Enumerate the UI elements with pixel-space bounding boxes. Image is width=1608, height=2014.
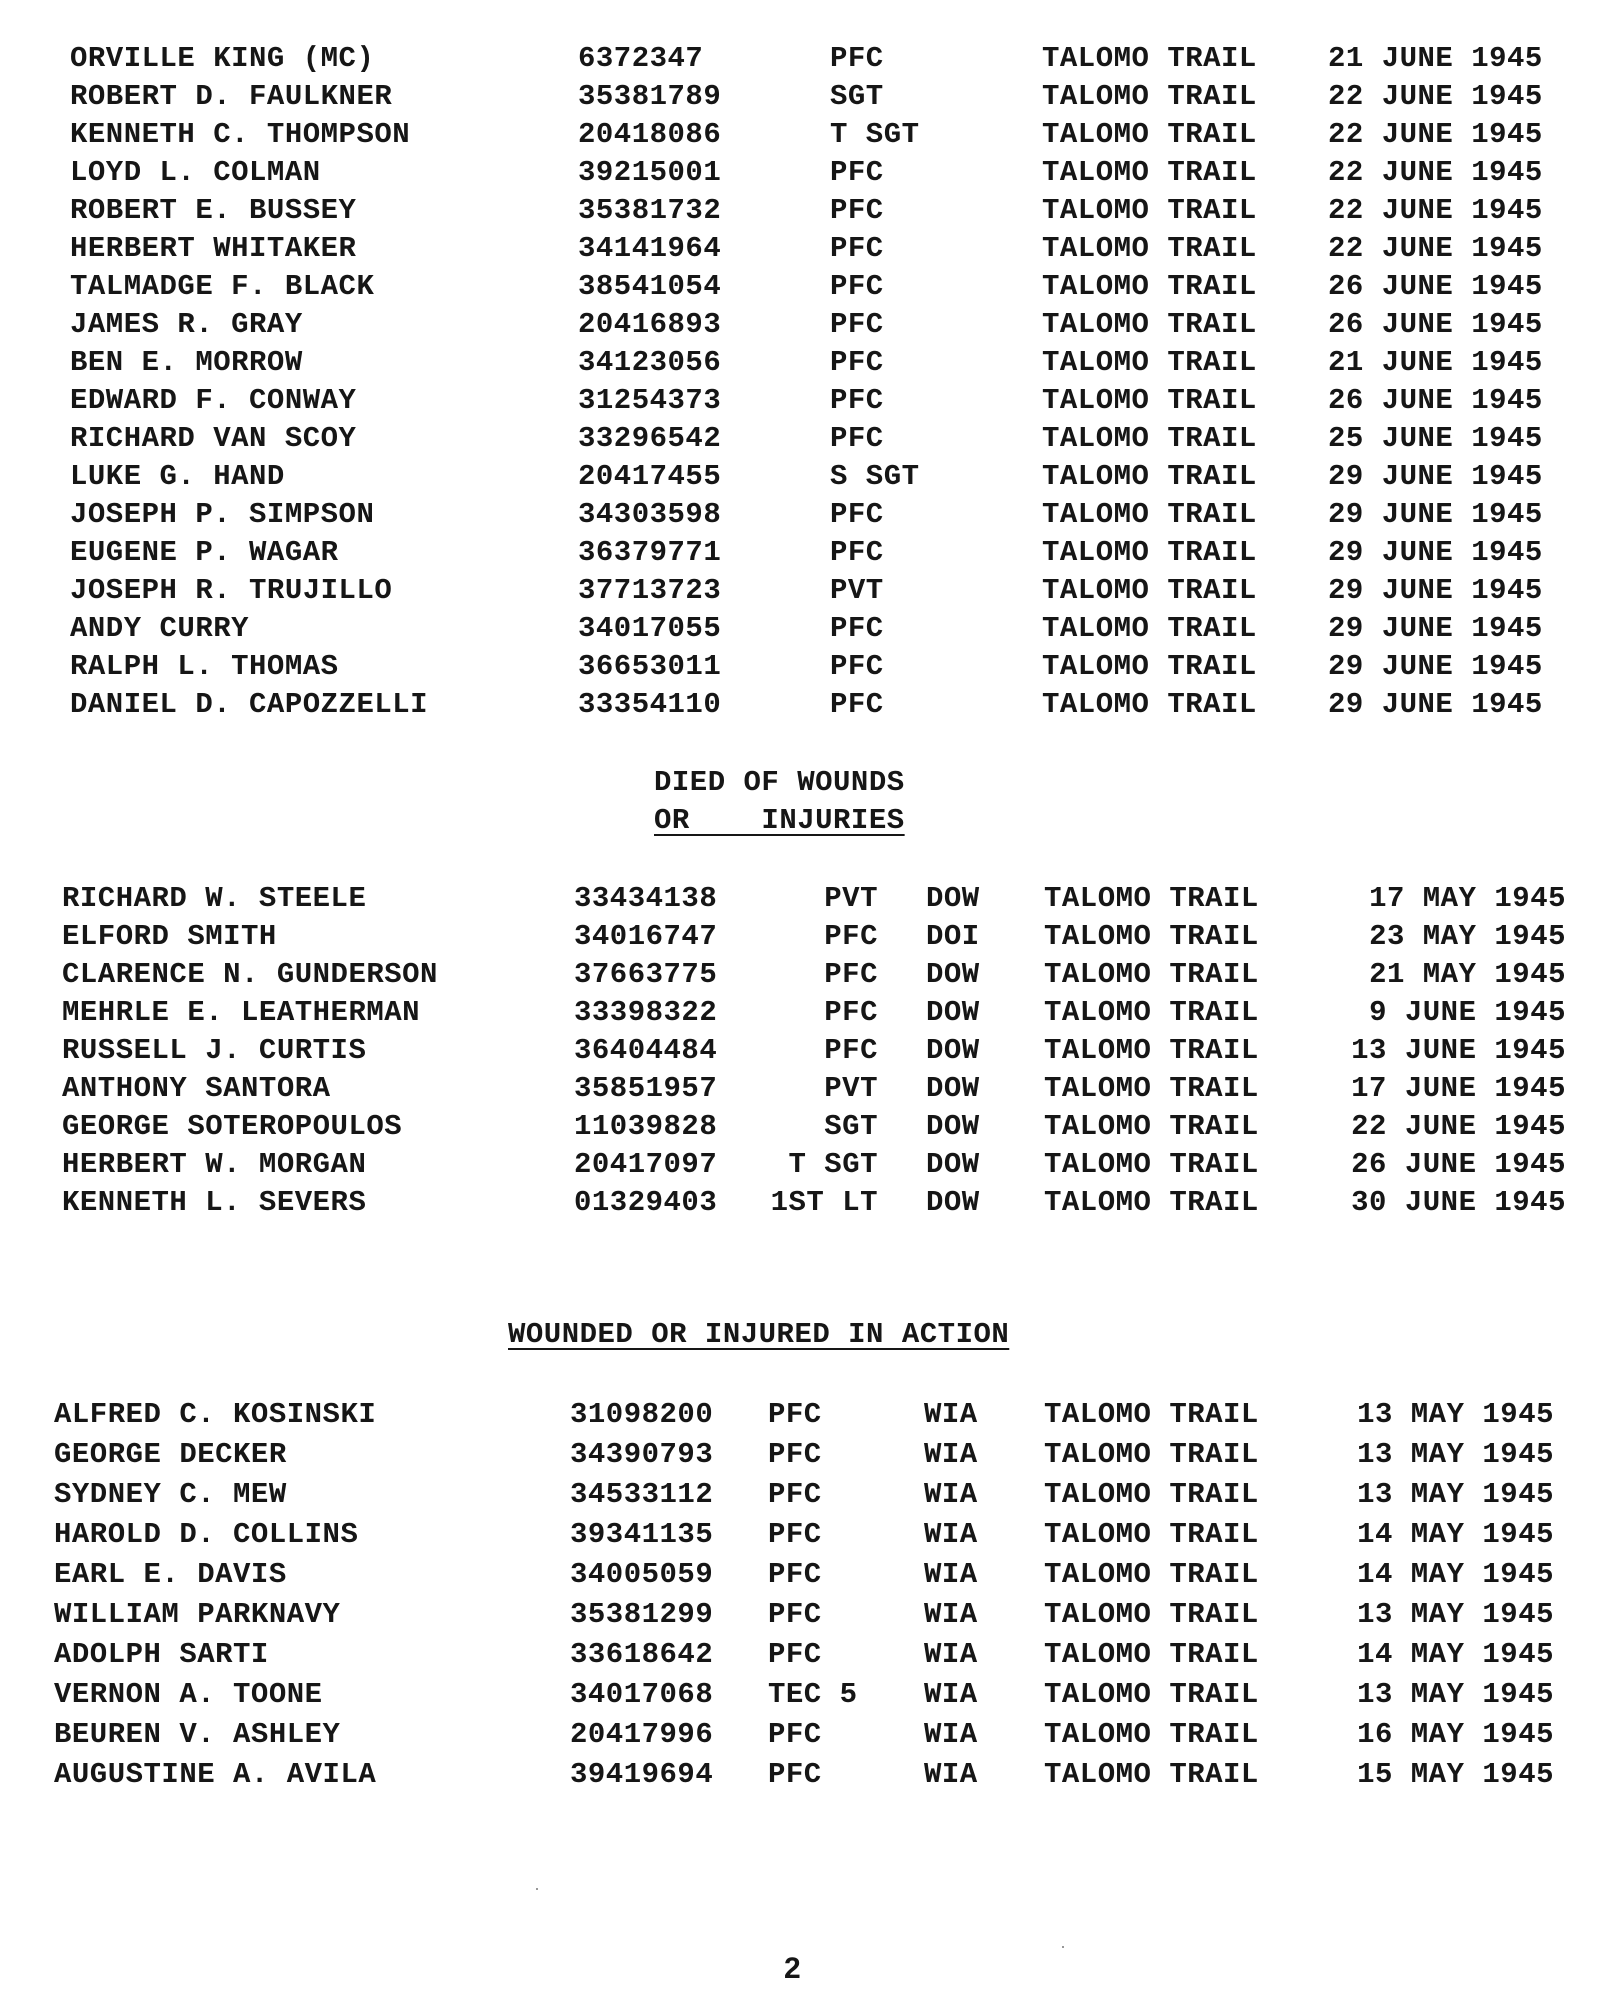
rank: PFC bbox=[830, 346, 884, 379]
date: 9 JUNE 1945 bbox=[1369, 996, 1566, 1029]
serial-number: 33354110 bbox=[578, 688, 722, 721]
dow-heading-line1: DIED OF WOUNDS bbox=[654, 766, 905, 799]
serial-number: 39215001 bbox=[578, 156, 722, 189]
location: TALOMO TRAIL bbox=[1044, 882, 1259, 915]
location: TALOMO TRAIL bbox=[1042, 42, 1257, 75]
table-row bbox=[0, 610, 1608, 648]
location: TALOMO TRAIL bbox=[1042, 422, 1257, 455]
rank: PVT bbox=[830, 574, 884, 607]
rank: PFC bbox=[830, 194, 884, 227]
rank: SGT bbox=[824, 1110, 878, 1143]
casualty-name: LUKE G. HAND bbox=[70, 460, 285, 493]
table-row bbox=[0, 496, 1608, 534]
table-row bbox=[0, 230, 1608, 268]
location: TALOMO TRAIL bbox=[1044, 1398, 1259, 1431]
casualty-name: GEORGE SOTEROPOULOS bbox=[62, 1110, 403, 1143]
date: 29 JUNE 1945 bbox=[1328, 688, 1543, 721]
wia-list bbox=[0, 1396, 1608, 1796]
casualty-type: WIA bbox=[924, 1598, 978, 1631]
rank: PFC bbox=[824, 920, 878, 953]
serial-number: 36379771 bbox=[578, 536, 722, 569]
date: 22 JUNE 1945 bbox=[1328, 156, 1543, 189]
table-row bbox=[0, 192, 1608, 230]
rank: PFC bbox=[830, 536, 884, 569]
table-row bbox=[0, 268, 1608, 306]
rank: PFC bbox=[830, 688, 884, 721]
casualty-name: BEN E. MORROW bbox=[70, 346, 303, 379]
serial-number: 31098200 bbox=[570, 1398, 714, 1431]
location: TALOMO TRAIL bbox=[1044, 1678, 1259, 1711]
casualty-name: HERBERT W. MORGAN bbox=[62, 1148, 367, 1181]
table-row bbox=[0, 1436, 1608, 1476]
casualty-name: HERBERT WHITAKER bbox=[70, 232, 357, 265]
rank: PVT bbox=[824, 1072, 878, 1105]
location: TALOMO TRAIL bbox=[1044, 1718, 1259, 1751]
table-row bbox=[0, 1676, 1608, 1716]
rank: PFC bbox=[830, 42, 884, 75]
serial-number: 20418086 bbox=[578, 118, 722, 151]
rank: PFC bbox=[830, 498, 884, 531]
serial-number: 20416893 bbox=[578, 308, 722, 341]
rank: PFC bbox=[830, 612, 884, 645]
location: TALOMO TRAIL bbox=[1042, 118, 1257, 151]
serial-number: 34005059 bbox=[570, 1558, 714, 1591]
date: 29 JUNE 1945 bbox=[1328, 536, 1543, 569]
date: 13 MAY 1945 bbox=[1357, 1478, 1554, 1511]
serial-number: 36653011 bbox=[578, 650, 722, 683]
serial-number: 20417455 bbox=[578, 460, 722, 493]
location: TALOMO TRAIL bbox=[1044, 1638, 1259, 1671]
rank: PFC bbox=[768, 1518, 822, 1551]
rank: PVT bbox=[824, 882, 878, 915]
date: 14 MAY 1945 bbox=[1357, 1638, 1554, 1671]
table-row bbox=[0, 116, 1608, 154]
location: TALOMO TRAIL bbox=[1044, 958, 1259, 991]
casualty-type: WIA bbox=[924, 1398, 978, 1431]
rank: 1ST LT bbox=[770, 1186, 878, 1219]
casualty-type: WIA bbox=[924, 1478, 978, 1511]
table-row bbox=[0, 1636, 1608, 1676]
rank: S SGT bbox=[830, 460, 920, 493]
location: TALOMO TRAIL bbox=[1044, 1072, 1259, 1105]
casualty-type: WIA bbox=[924, 1758, 978, 1791]
serial-number: 34017068 bbox=[570, 1678, 714, 1711]
table-row bbox=[0, 918, 1608, 956]
rank: PFC bbox=[768, 1758, 822, 1791]
date: 25 JUNE 1945 bbox=[1328, 422, 1543, 455]
serial-number: 35381732 bbox=[578, 194, 722, 227]
casualty-type: WIA bbox=[924, 1518, 978, 1551]
rank: PFC bbox=[768, 1478, 822, 1511]
casualty-name: ADOLPH SARTI bbox=[54, 1638, 269, 1671]
date: 23 MAY 1945 bbox=[1369, 920, 1566, 953]
casualty-type: WIA bbox=[924, 1638, 978, 1671]
rank: PFC bbox=[768, 1638, 822, 1671]
location: TALOMO TRAIL bbox=[1044, 1478, 1259, 1511]
serial-number: 34303598 bbox=[578, 498, 722, 531]
casualty-type: DOW bbox=[926, 882, 980, 915]
date: 14 MAY 1945 bbox=[1357, 1558, 1554, 1591]
serial-number: 31254373 bbox=[578, 384, 722, 417]
rank: PFC bbox=[824, 958, 878, 991]
table-row bbox=[0, 1184, 1608, 1222]
location: TALOMO TRAIL bbox=[1044, 1558, 1259, 1591]
rank: PFC bbox=[830, 232, 884, 265]
table-row bbox=[0, 880, 1608, 918]
rank: T SGT bbox=[830, 118, 920, 151]
casualty-name: ORVILLE KING (MC) bbox=[70, 42, 375, 75]
date: 29 JUNE 1945 bbox=[1328, 498, 1543, 531]
date: 30 JUNE 1945 bbox=[1351, 1186, 1566, 1219]
casualty-name: KENNETH L. SEVERS bbox=[62, 1186, 367, 1219]
serial-number: 20417097 bbox=[574, 1148, 718, 1181]
date: 26 JUNE 1945 bbox=[1328, 308, 1543, 341]
date: 29 JUNE 1945 bbox=[1328, 650, 1543, 683]
table-row bbox=[0, 1756, 1608, 1796]
casualty-name: RICHARD W. STEELE bbox=[62, 882, 367, 915]
casualty-name: RICHARD VAN SCOY bbox=[70, 422, 357, 455]
casualty-type: DOW bbox=[926, 958, 980, 991]
casualty-name: ANTHONY SANTORA bbox=[62, 1072, 331, 1105]
casualty-type: WIA bbox=[924, 1558, 978, 1591]
location: TALOMO TRAIL bbox=[1044, 1438, 1259, 1471]
serial-number: 6372347 bbox=[578, 42, 704, 75]
date: 21 JUNE 1945 bbox=[1328, 42, 1543, 75]
serial-number: 35851957 bbox=[574, 1072, 718, 1105]
location: TALOMO TRAIL bbox=[1042, 536, 1257, 569]
casualty-type: DOW bbox=[926, 1110, 980, 1143]
casualty-type: DOI bbox=[926, 920, 980, 953]
casualty-name: GEORGE DECKER bbox=[54, 1438, 287, 1471]
serial-number: 34123056 bbox=[578, 346, 722, 379]
rank: PFC bbox=[830, 308, 884, 341]
date: 13 JUNE 1945 bbox=[1351, 1034, 1566, 1067]
rank: PFC bbox=[824, 1034, 878, 1067]
casualty-name: JAMES R. GRAY bbox=[70, 308, 303, 341]
location: TALOMO TRAIL bbox=[1042, 650, 1257, 683]
casualty-type: DOW bbox=[926, 1072, 980, 1105]
date: 13 MAY 1945 bbox=[1357, 1438, 1554, 1471]
kia-list bbox=[0, 40, 1608, 724]
serial-number: 20417996 bbox=[570, 1718, 714, 1751]
casualty-name: ANDY CURRY bbox=[70, 612, 250, 645]
location: TALOMO TRAIL bbox=[1044, 920, 1259, 953]
table-row bbox=[0, 78, 1608, 116]
location: TALOMO TRAIL bbox=[1044, 1758, 1259, 1791]
location: TALOMO TRAIL bbox=[1044, 1034, 1259, 1067]
serial-number: 33618642 bbox=[570, 1638, 714, 1671]
casualty-name: AUGUSTINE A. AVILA bbox=[54, 1758, 377, 1791]
table-row bbox=[0, 572, 1608, 610]
table-row bbox=[0, 1516, 1608, 1556]
table-row bbox=[0, 1716, 1608, 1756]
dow-list bbox=[0, 880, 1608, 1222]
casualty-type: DOW bbox=[926, 1034, 980, 1067]
serial-number: 33296542 bbox=[578, 422, 722, 455]
rank: PFC bbox=[830, 422, 884, 455]
date: 17 JUNE 1945 bbox=[1351, 1072, 1566, 1105]
date: 16 MAY 1945 bbox=[1357, 1718, 1554, 1751]
date: 17 MAY 1945 bbox=[1369, 882, 1566, 915]
table-row bbox=[0, 1032, 1608, 1070]
serial-number: 35381299 bbox=[570, 1598, 714, 1631]
table-row bbox=[0, 534, 1608, 572]
location: TALOMO TRAIL bbox=[1042, 156, 1257, 189]
casualty-type: WIA bbox=[924, 1438, 978, 1471]
rank: TEC 5 bbox=[768, 1678, 858, 1711]
location: TALOMO TRAIL bbox=[1042, 612, 1257, 645]
casualty-name: WILLIAM PARKNAVY bbox=[54, 1598, 341, 1631]
serial-number: 35381789 bbox=[578, 80, 722, 113]
table-row bbox=[0, 420, 1608, 458]
table-row bbox=[0, 1070, 1608, 1108]
rank: PFC bbox=[768, 1598, 822, 1631]
location: TALOMO TRAIL bbox=[1044, 1518, 1259, 1551]
serial-number: 33434138 bbox=[574, 882, 718, 915]
location: TALOMO TRAIL bbox=[1044, 1148, 1259, 1181]
serial-number: 37713723 bbox=[578, 574, 722, 607]
table-row bbox=[0, 1476, 1608, 1516]
casualty-name: JOSEPH P. SIMPSON bbox=[70, 498, 375, 531]
casualty-name: BEUREN V. ASHLEY bbox=[54, 1718, 341, 1751]
casualty-name: EDWARD F. CONWAY bbox=[70, 384, 357, 417]
location: TALOMO TRAIL bbox=[1042, 194, 1257, 227]
location: TALOMO TRAIL bbox=[1042, 80, 1257, 113]
serial-number: 34533112 bbox=[570, 1478, 714, 1511]
casualty-name: TALMADGE F. BLACK bbox=[70, 270, 375, 303]
date: 15 MAY 1945 bbox=[1357, 1758, 1554, 1791]
casualty-name: HAROLD D. COLLINS bbox=[54, 1518, 359, 1551]
table-row bbox=[0, 344, 1608, 382]
table-row bbox=[0, 1556, 1608, 1596]
date: 21 JUNE 1945 bbox=[1328, 346, 1543, 379]
scan-speck bbox=[1062, 1946, 1064, 1948]
page-number: 2 bbox=[784, 1952, 801, 1985]
date: 22 JUNE 1945 bbox=[1328, 232, 1543, 265]
date: 29 JUNE 1945 bbox=[1328, 460, 1543, 493]
serial-number: 36404484 bbox=[574, 1034, 718, 1067]
table-row bbox=[0, 382, 1608, 420]
casualty-name: SYDNEY C. MEW bbox=[54, 1478, 287, 1511]
rank: PFC bbox=[824, 996, 878, 1029]
casualty-name: ROBERT E. BUSSEY bbox=[70, 194, 357, 227]
rank: PFC bbox=[830, 650, 884, 683]
casualty-name: VERNON A. TOONE bbox=[54, 1678, 323, 1711]
rank: PFC bbox=[830, 270, 884, 303]
location: TALOMO TRAIL bbox=[1042, 232, 1257, 265]
table-row bbox=[0, 306, 1608, 344]
location: TALOMO TRAIL bbox=[1042, 574, 1257, 607]
date: 26 JUNE 1945 bbox=[1328, 384, 1543, 417]
casualty-type: DOW bbox=[926, 1186, 980, 1219]
table-row bbox=[0, 154, 1608, 192]
date: 26 JUNE 1945 bbox=[1328, 270, 1543, 303]
casualty-name: ELFORD SMITH bbox=[62, 920, 277, 953]
location: TALOMO TRAIL bbox=[1042, 460, 1257, 493]
rank: SGT bbox=[830, 80, 884, 113]
location: TALOMO TRAIL bbox=[1042, 346, 1257, 379]
table-row bbox=[0, 1146, 1608, 1184]
casualty-name: MEHRLE E. LEATHERMAN bbox=[62, 996, 421, 1029]
casualty-name: LOYD L. COLMAN bbox=[70, 156, 321, 189]
casualty-name: RALPH L. THOMAS bbox=[70, 650, 339, 683]
location: TALOMO TRAIL bbox=[1044, 1186, 1259, 1219]
rank: PFC bbox=[768, 1398, 822, 1431]
location: TALOMO TRAIL bbox=[1044, 1110, 1259, 1143]
casualty-name: EARL E. DAVIS bbox=[54, 1558, 287, 1591]
location: TALOMO TRAIL bbox=[1042, 498, 1257, 531]
date: 22 JUNE 1945 bbox=[1328, 118, 1543, 151]
rank: PFC bbox=[768, 1558, 822, 1591]
rank: T SGT bbox=[788, 1148, 878, 1181]
casualty-type: DOW bbox=[926, 1148, 980, 1181]
table-row bbox=[0, 1596, 1608, 1636]
date: 14 MAY 1945 bbox=[1357, 1518, 1554, 1551]
rank: PFC bbox=[830, 156, 884, 189]
table-row bbox=[0, 1108, 1608, 1146]
table-row bbox=[0, 1396, 1608, 1436]
serial-number: 01329403 bbox=[574, 1186, 718, 1219]
date: 13 MAY 1945 bbox=[1357, 1678, 1554, 1711]
dow-heading-line2: OR INJURIES bbox=[654, 804, 905, 837]
location: TALOMO TRAIL bbox=[1044, 996, 1259, 1029]
casualty-type: DOW bbox=[926, 996, 980, 1029]
date: 22 JUNE 1945 bbox=[1351, 1110, 1566, 1143]
serial-number: 39419694 bbox=[570, 1758, 714, 1791]
serial-number: 34390793 bbox=[570, 1438, 714, 1471]
date: 21 MAY 1945 bbox=[1369, 958, 1566, 991]
casualty-name: KENNETH C. THOMPSON bbox=[70, 118, 411, 151]
casualty-name: ALFRED C. KOSINSKI bbox=[54, 1398, 377, 1431]
table-row bbox=[0, 956, 1608, 994]
serial-number: 34016747 bbox=[574, 920, 718, 953]
location: TALOMO TRAIL bbox=[1042, 688, 1257, 721]
date: 22 JUNE 1945 bbox=[1328, 80, 1543, 113]
location: TALOMO TRAIL bbox=[1042, 308, 1257, 341]
casualty-name: RUSSELL J. CURTIS bbox=[62, 1034, 367, 1067]
wia-heading: WOUNDED OR INJURED IN ACTION bbox=[508, 1318, 1010, 1351]
table-row bbox=[0, 686, 1608, 724]
table-row bbox=[0, 458, 1608, 496]
date: 22 JUNE 1945 bbox=[1328, 194, 1543, 227]
table-row bbox=[0, 994, 1608, 1032]
serial-number: 37663775 bbox=[574, 958, 718, 991]
casualty-type: WIA bbox=[924, 1678, 978, 1711]
table-row bbox=[0, 40, 1608, 78]
location: TALOMO TRAIL bbox=[1042, 270, 1257, 303]
serial-number: 33398322 bbox=[574, 996, 718, 1029]
location: TALOMO TRAIL bbox=[1042, 384, 1257, 417]
serial-number: 38541054 bbox=[578, 270, 722, 303]
serial-number: 34017055 bbox=[578, 612, 722, 645]
rank: PFC bbox=[768, 1718, 822, 1751]
date: 13 MAY 1945 bbox=[1357, 1398, 1554, 1431]
location: TALOMO TRAIL bbox=[1044, 1598, 1259, 1631]
casualty-name: DANIEL D. CAPOZZELLI bbox=[70, 688, 429, 721]
scan-speck bbox=[536, 1888, 538, 1890]
table-row bbox=[0, 648, 1608, 686]
date: 26 JUNE 1945 bbox=[1351, 1148, 1566, 1181]
casualty-name: EUGENE P. WAGAR bbox=[70, 536, 339, 569]
rank: PFC bbox=[830, 384, 884, 417]
date: 13 MAY 1945 bbox=[1357, 1598, 1554, 1631]
date: 29 JUNE 1945 bbox=[1328, 612, 1543, 645]
serial-number: 11039828 bbox=[574, 1110, 718, 1143]
serial-number: 34141964 bbox=[578, 232, 722, 265]
rank: PFC bbox=[768, 1438, 822, 1471]
date: 29 JUNE 1945 bbox=[1328, 574, 1543, 607]
casualty-name: JOSEPH R. TRUJILLO bbox=[70, 574, 393, 607]
casualty-type: WIA bbox=[924, 1718, 978, 1751]
serial-number: 39341135 bbox=[570, 1518, 714, 1551]
casualty-name: ROBERT D. FAULKNER bbox=[70, 80, 393, 113]
casualty-name: CLARENCE N. GUNDERSON bbox=[62, 958, 438, 991]
